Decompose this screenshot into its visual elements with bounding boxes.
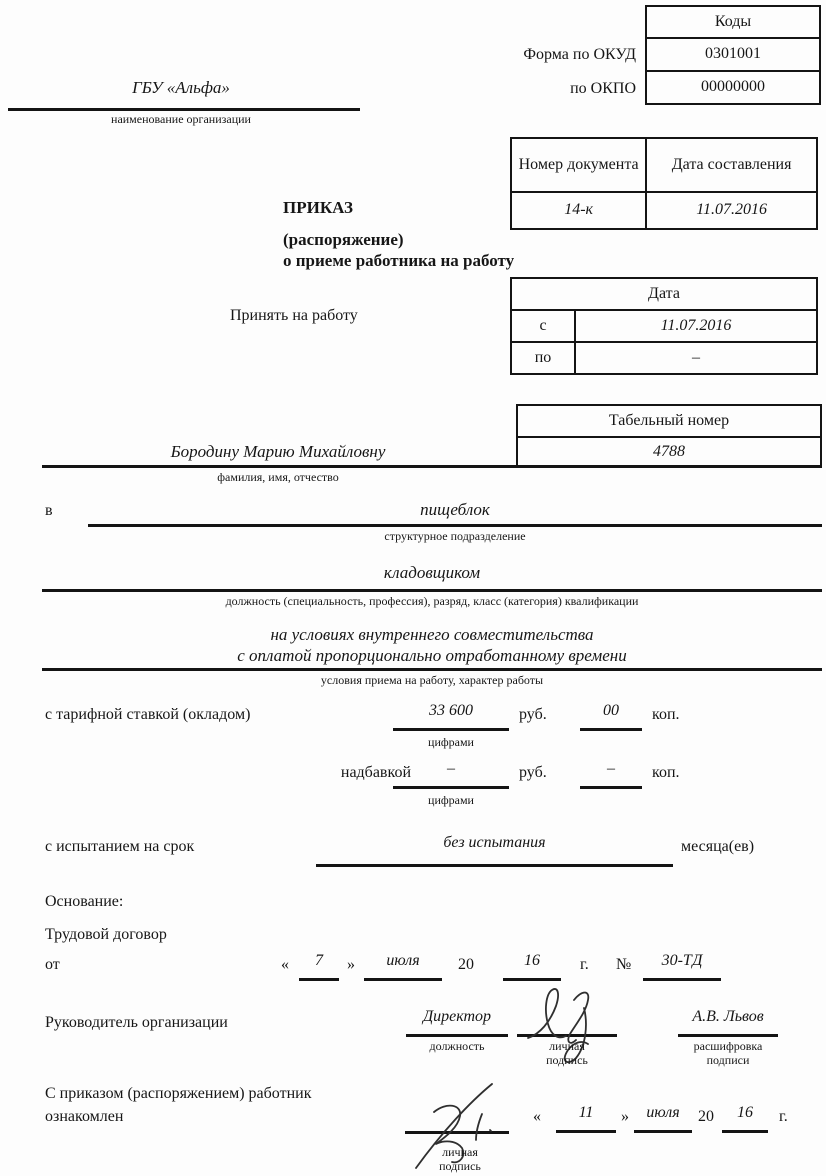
basis-year-value: 16 (503, 952, 561, 981)
title-rasporyazhenie: (распоряжение) (283, 230, 404, 249)
hire-date-table (510, 277, 818, 375)
conditions-line1: на условиях внутреннего совместительства (270, 625, 594, 644)
salary-kop-label: коп. (652, 706, 680, 723)
doc-number-header: Номер документа (511, 138, 646, 192)
position-value: кладовщиком (383, 563, 481, 582)
bonus-kop-value: – (580, 760, 642, 789)
title-prikaz: ПРИКАЗ (283, 198, 353, 217)
conditions-underline (42, 668, 822, 671)
salary-digits-caption: цифрами (428, 735, 474, 749)
unit-underline (88, 524, 822, 527)
ack-quote-open: « (533, 1108, 541, 1125)
head-personal-caption-1: личная (549, 1039, 585, 1053)
employee-name-underline (42, 465, 822, 468)
doc-number-value: 14-к (511, 192, 646, 229)
doc-number-table (510, 137, 818, 230)
ack-sign-caption-2: подпись (439, 1159, 481, 1173)
hire-label: Принять на работу (230, 307, 358, 324)
conditions-caption: условия приема на работу, характер работы (320, 673, 544, 687)
okud-value-cell: 0301001 (646, 38, 820, 71)
codes-header-cell: Коды (646, 6, 820, 38)
organization-name: ГБУ «Альфа» (132, 78, 230, 97)
head-personal-caption-2: подпись (546, 1053, 588, 1067)
organization-underline (8, 108, 360, 111)
bonus-kop-label: коп. (652, 764, 680, 781)
ack-label-line1: С приказом (распоряжением) работник (45, 1085, 312, 1102)
position-caption: должность (специальность, профессия), разряд, класс (категория) квалификации (225, 594, 639, 608)
organization-caption: наименование организации (111, 112, 251, 126)
okpo-value-cell: 00000000 (646, 71, 820, 104)
head-name-caption-2: подписи (706, 1053, 750, 1067)
basis-label: Основание: (45, 893, 124, 910)
ack-month-value: июля (634, 1104, 692, 1133)
salary-rub-value: 33 600 (393, 702, 509, 731)
personnel-number-value: 4788 (517, 437, 821, 467)
unit-prefix: в (45, 502, 53, 519)
basis-doc-line2: от (45, 956, 60, 973)
head-position-caption: должность (429, 1039, 485, 1053)
doc-date-header: Дата составления (646, 138, 817, 192)
head-label: Руководитель организации (45, 1014, 228, 1031)
ack-day-value: 11 (556, 1104, 616, 1133)
probation-suffix: месяца(ев) (681, 838, 755, 855)
hire-to-value: – (575, 342, 817, 374)
hire-from-value: 11.07.2016 (575, 310, 817, 342)
basis-quote-open: « (281, 956, 289, 973)
hire-from-label: с (511, 310, 575, 342)
basis-number-sign: № (616, 956, 632, 973)
ack-year-value: 16 (722, 1104, 768, 1133)
conditions-line2: с оплатой пропорционально отработанному времени (237, 646, 627, 665)
ack-century: 20 (698, 1108, 714, 1125)
ack-label-line2: ознакомлен (45, 1108, 124, 1125)
probation-label: с испытанием на срок (45, 838, 195, 855)
title-subject: о приеме работника на работу (283, 251, 515, 270)
employee-name: Бородину Марию Михайловну (170, 442, 386, 461)
codes-table (645, 5, 821, 105)
hire-date-header: Дата (511, 278, 817, 310)
salary-kop-value: 00 (580, 702, 642, 731)
personnel-number-header: Табельный номер (517, 405, 821, 437)
basis-year-suffix: г. (580, 956, 589, 973)
salary-label: с тарифной ставкой (окладом) (45, 706, 251, 723)
position-underline (42, 589, 822, 592)
unit-value: пищеблок (420, 500, 490, 519)
unit-caption: структурное подразделение (384, 529, 526, 543)
employee-name-caption: фамилия, имя, отчество (217, 470, 339, 484)
bonus-rub-value: – (393, 760, 509, 789)
bonus-label: надбавкой (340, 764, 411, 781)
head-name-value: А.В. Львов (678, 1008, 778, 1037)
ack-quote-close: » (621, 1108, 629, 1125)
basis-doc-line1: Трудовой договор (45, 926, 167, 943)
salary-rub-label: руб. (519, 706, 547, 723)
head-position-value: Директор (406, 1008, 508, 1037)
basis-century: 20 (458, 956, 474, 973)
personnel-number-table (516, 404, 822, 467)
doc-date-value: 11.07.2016 (646, 192, 817, 229)
probation-value: без испытания (316, 834, 673, 867)
okpo-label: по ОКПО (570, 80, 636, 97)
ack-year-suffix: г. (779, 1108, 788, 1125)
head-name-caption-1: расшифровка (693, 1039, 763, 1053)
ack-sign-caption-1: личная (442, 1145, 478, 1159)
okud-label: Форма по ОКУД (523, 46, 636, 63)
hire-to-label: по (511, 342, 575, 374)
bonus-rub-label: руб. (519, 764, 547, 781)
basis-number-value: 30-ТД (643, 952, 721, 981)
basis-quote-close: » (347, 956, 355, 973)
bonus-digits-caption: цифрами (428, 793, 474, 807)
basis-day-value: 7 (299, 952, 339, 981)
basis-month-value: июля (364, 952, 442, 981)
